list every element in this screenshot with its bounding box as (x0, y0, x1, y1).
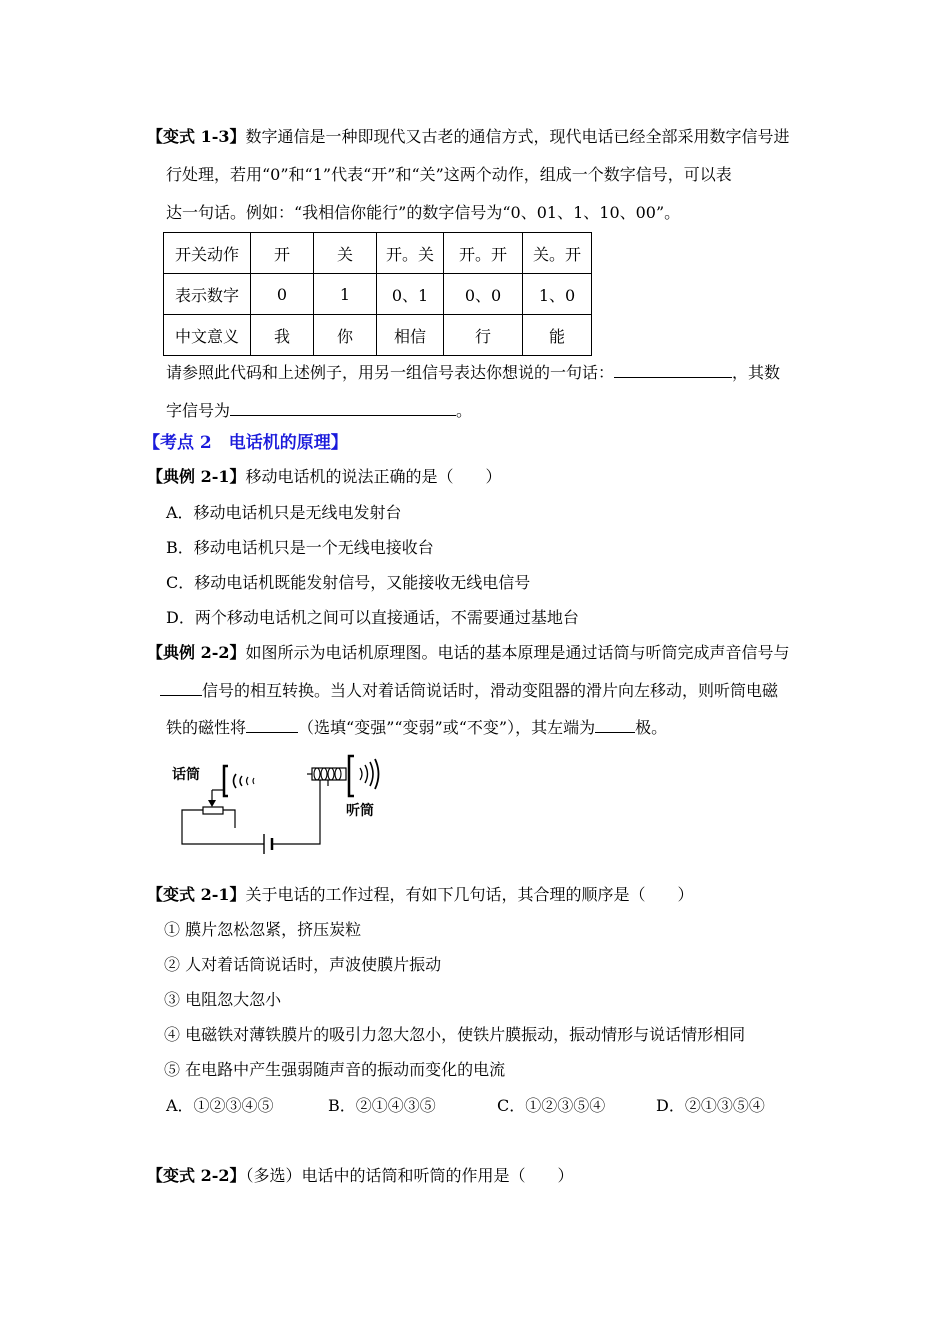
v21-option-a[interactable]: A．①②③④⑤ (166, 1096, 274, 1115)
table-cell: 开。关 (377, 233, 444, 274)
sound-wave-icon (360, 768, 362, 780)
ex22-text-5: 极。 (635, 718, 668, 737)
v13-line-1 (147, 127, 790, 147)
table-cell: 0、1 (377, 274, 444, 315)
answer-blank-signal[interactable] (160, 679, 202, 696)
sound-wave-icon (370, 762, 373, 786)
ex22-text-4: （选填“变强”“变弱”或“不变”），其左端为 (298, 718, 596, 737)
table-cell: 能 (523, 315, 592, 356)
v22-tag: 【变式 2-2】 (147, 1166, 246, 1185)
v21-question-line (147, 885, 694, 905)
table-row (164, 274, 592, 315)
ex22-tag: 【典例 2-2】 (147, 643, 246, 662)
v21-item-1: ① 膜片忽松忽紧，挤压炭粒 (164, 920, 362, 939)
sound-wave-icon (247, 777, 249, 785)
table-cell: 中文意义 (164, 315, 251, 356)
sound-wave-icon (365, 765, 368, 783)
v21-item-4: ④ 电磁铁对薄铁膜片的吸引力忽大忽小，使铁片膜振动，振动情形与说话情形相同 (164, 1025, 746, 1044)
v22-question: （多选）电话中的话筒和听筒的作用是（ ） (245, 1166, 574, 1185)
table-cell: 0、0 (444, 274, 523, 315)
v22-question-line (147, 1166, 574, 1186)
v13-after-text-2: ，其数 (732, 363, 781, 382)
table-cell: 开关动作 (164, 233, 251, 274)
v13-after-text-3: 字信号为 (166, 401, 231, 420)
table-cell: 开。开 (444, 233, 523, 274)
ex22-line-3 (166, 716, 667, 738)
telephone-circuit-diagram (160, 752, 390, 856)
sound-wave-icon (240, 776, 242, 786)
v21-option-d[interactable]: D．②①③⑤④ (656, 1096, 765, 1115)
mic-label: 话筒 (172, 767, 200, 783)
ex21-question-line (147, 467, 502, 487)
mic-diaphragm-icon (224, 766, 228, 796)
v13-after-line-2 (166, 399, 472, 421)
v13-line-3: 达一句话。例如：“我相信你能行”的数字信号为“0、01、1、10、00”。 (166, 203, 681, 222)
receiver-label: 听筒 (346, 803, 374, 819)
ex22-text-1: 如图所示为电话机原理图。电话的基本原理是通过话筒与听筒完成声音信号与 (245, 643, 790, 662)
ex22-line-1 (147, 643, 790, 663)
v13-line-2: 行处理，若用“0”和“1”代表“开”和“关”这两个动作，组成一个数字信号，可以表 (166, 165, 732, 184)
ex22-line-2 (160, 679, 778, 701)
ex21-option-c[interactable]: C．移动电话机既能发射信号，又能接收无线电信号 (166, 573, 531, 592)
v13-after-line-1 (166, 361, 780, 383)
table-cell: 关 (314, 233, 377, 274)
sound-wave-icon (375, 759, 379, 789)
v21-item-3: ③ 电阻忽大忽小 (164, 990, 282, 1009)
table-cell: 1、0 (523, 274, 592, 315)
ex21-question: 移动电话机的说法正确的是（ ） (245, 467, 502, 486)
ex21-option-a[interactable]: A．移动电话机只是无线电发射台 (166, 503, 402, 522)
table-cell: 表示数字 (164, 274, 251, 315)
table-cell: 你 (314, 315, 377, 356)
v13-after-text-4: 。 (456, 401, 473, 420)
slider-arrow-icon (208, 800, 216, 807)
table-cell: 0 (251, 274, 314, 315)
v21-item-2: ② 人对着话筒说话时，声波使膜片振动 (164, 955, 442, 974)
answer-blank-digital[interactable] (230, 399, 456, 416)
table-cell: 开 (251, 233, 314, 274)
circuit-wire (223, 810, 235, 828)
code-table (163, 232, 592, 356)
ex21-tag: 【典例 2-1】 (147, 467, 246, 486)
sound-wave-icon (253, 778, 254, 784)
v21-item-5: ⑤ 在电路中产生强弱随声音的振动而变化的电流 (164, 1060, 506, 1079)
circuit-wire (272, 780, 320, 844)
table-cell: 我 (251, 315, 314, 356)
circuit-wire (182, 810, 264, 844)
ex22-text-3: 铁的磁性将 (166, 718, 247, 737)
v21-option-b[interactable]: B．②①④③⑤ (328, 1096, 436, 1115)
answer-blank-sentence[interactable] (614, 361, 732, 378)
ex22-text-2: 信号的相互转换。当人对着话筒说话时，滑动变阻器的滑片向左移动，则听筒电磁 (202, 681, 779, 700)
v21-option-c[interactable]: C．①②③⑤④ (497, 1096, 606, 1115)
rheostat (203, 807, 223, 814)
v13-after-text-1: 请参照此代码和上述例子，用另一组信号表达你想说的一句话： (166, 363, 615, 382)
v13-text-1: 数字通信是一种即现代又古老的通信方式，现代电话已经全部采用数字信号进 (245, 127, 790, 146)
table-row (164, 233, 592, 274)
answer-blank-magnetism[interactable] (246, 716, 298, 733)
table-cell: 相信 (377, 315, 444, 356)
answer-blank-pole[interactable] (595, 716, 635, 733)
ex21-option-d[interactable]: D．两个移动电话机之间可以直接通话，不需要通过基地台 (166, 608, 579, 627)
v21-options (166, 1096, 765, 1116)
table-cell: 行 (444, 315, 523, 356)
v21-tag: 【变式 2-1】 (147, 885, 246, 904)
section-2-title: 【考点 2 电话机的原理】 (143, 433, 348, 453)
v13-tag: 【变式 1-3】 (147, 127, 246, 146)
table-cell: 1 (314, 274, 377, 315)
ex21-option-b[interactable]: B．移动电话机只是一个无线电接收台 (166, 538, 434, 557)
sound-wave-icon (234, 774, 237, 788)
v21-question: 关于电话的工作过程，有如下几句话，其合理的顺序是（ ） (245, 885, 694, 904)
table-cell: 关。开 (523, 233, 592, 274)
table-row (164, 315, 592, 356)
receiver-diaphragm-icon (349, 756, 354, 796)
